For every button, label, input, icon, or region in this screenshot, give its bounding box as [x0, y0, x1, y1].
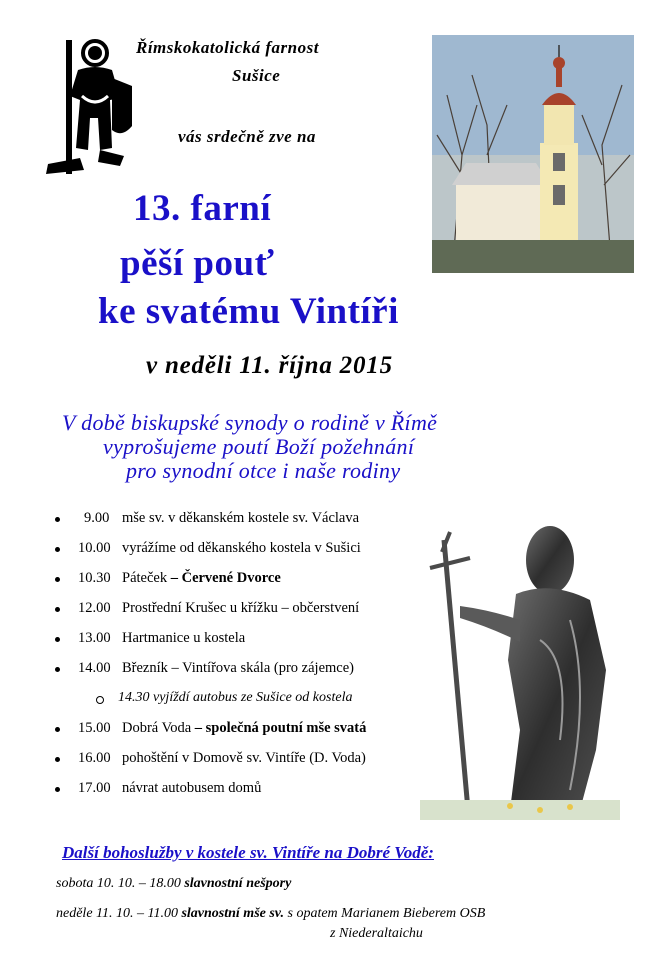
title-line-3: ke svatému Vintíři [98, 291, 399, 332]
bullet-icon [55, 757, 60, 762]
schedule-desc [122, 570, 281, 587]
schedule-desc: Hartmanice u kostela [122, 630, 246, 646]
service-date: sobota 10. 10. – 18.00 [56, 876, 181, 891]
title-line-2: pěší pouť [120, 243, 275, 284]
schedule-note-bold: – společná poutní mše svatá [191, 720, 367, 736]
service-detail: s opatem Marianem Bieberem OSB [284, 906, 486, 921]
schedule-time: 13.00 [78, 630, 111, 646]
services-heading: Další bohoslužby v kostele sv. Vintíře na Dobré Vodě: [62, 843, 434, 862]
title-line-1: 13. farní [133, 188, 272, 229]
service-event: slavnostní nešpory [184, 876, 292, 891]
saint-figure-logo-icon [40, 38, 136, 176]
schedule-place: Páteček [122, 570, 168, 586]
schedule-subitem-text: 14.30 vyjíždí autobus ze Sušice od kostela [118, 690, 353, 705]
synod-line-3: pro synodní otce i naše rodiny [126, 458, 401, 483]
service-date: neděle 11. 10. – 11.00 [56, 906, 178, 921]
schedule-time: 16.00 [78, 750, 111, 766]
service-row [56, 906, 485, 922]
schedule-desc [122, 660, 354, 677]
bullet-icon [55, 517, 60, 522]
saint-statue-photo [420, 510, 620, 820]
bullet-icon [55, 667, 60, 672]
schedule-time: 12.00 [78, 600, 111, 616]
bullet-icon [55, 727, 60, 732]
synod-line-2: vyprošujeme poutí Boží požehnání [103, 434, 415, 459]
schedule-desc: mše sv. v děkanském kostele sv. Václava [122, 510, 360, 526]
schedule-note: – občerstvení [277, 600, 360, 616]
bullet-icon [55, 577, 60, 582]
schedule-place-bold: – Červené Dvorce [167, 570, 281, 586]
schedule-time: 14.00 [78, 660, 111, 676]
invitation-text: vás srdečně zve na [178, 127, 316, 146]
event-date: v neděli 11. října 2015 [146, 352, 393, 379]
church-photo [432, 35, 634, 273]
schedule-desc [122, 600, 359, 617]
schedule-note: – Vintířova skála (pro zájemce) [167, 660, 354, 676]
service-row [56, 876, 291, 892]
schedule-time: 10.30 [78, 570, 111, 586]
schedule-desc [122, 720, 366, 737]
schedule-time: 9.00 [84, 510, 110, 526]
bullet-icon [55, 547, 60, 552]
schedule-desc: návrat autobusem domů [122, 780, 262, 796]
schedule-place: Dobrá Voda [122, 720, 192, 736]
synod-line-1: V době biskupské synody o rodině v Římě [62, 410, 438, 435]
schedule-time: 15.00 [78, 720, 111, 736]
circle-bullet-icon [96, 696, 104, 704]
schedule-desc: vyrážíme od děkanského kostela v Sušici [122, 540, 361, 556]
schedule-place: Březník [122, 660, 168, 676]
bullet-icon [55, 787, 60, 792]
service-event: slavnostní mše sv. [181, 906, 284, 921]
parish-town: Sušice [232, 66, 281, 85]
parish-name: Římskokatolická farnost [136, 38, 319, 57]
service-detail-line2: z Niederaltaichu [330, 926, 423, 941]
bullet-icon [55, 637, 60, 642]
schedule-place: Prostřední Krušec u křížku [122, 600, 278, 616]
schedule-desc: pohoštění v Domově sv. Vintíře (D. Voda) [122, 750, 366, 766]
schedule-time: 10.00 [78, 540, 111, 556]
schedule-time: 17.00 [78, 780, 111, 796]
bullet-icon [55, 607, 60, 612]
